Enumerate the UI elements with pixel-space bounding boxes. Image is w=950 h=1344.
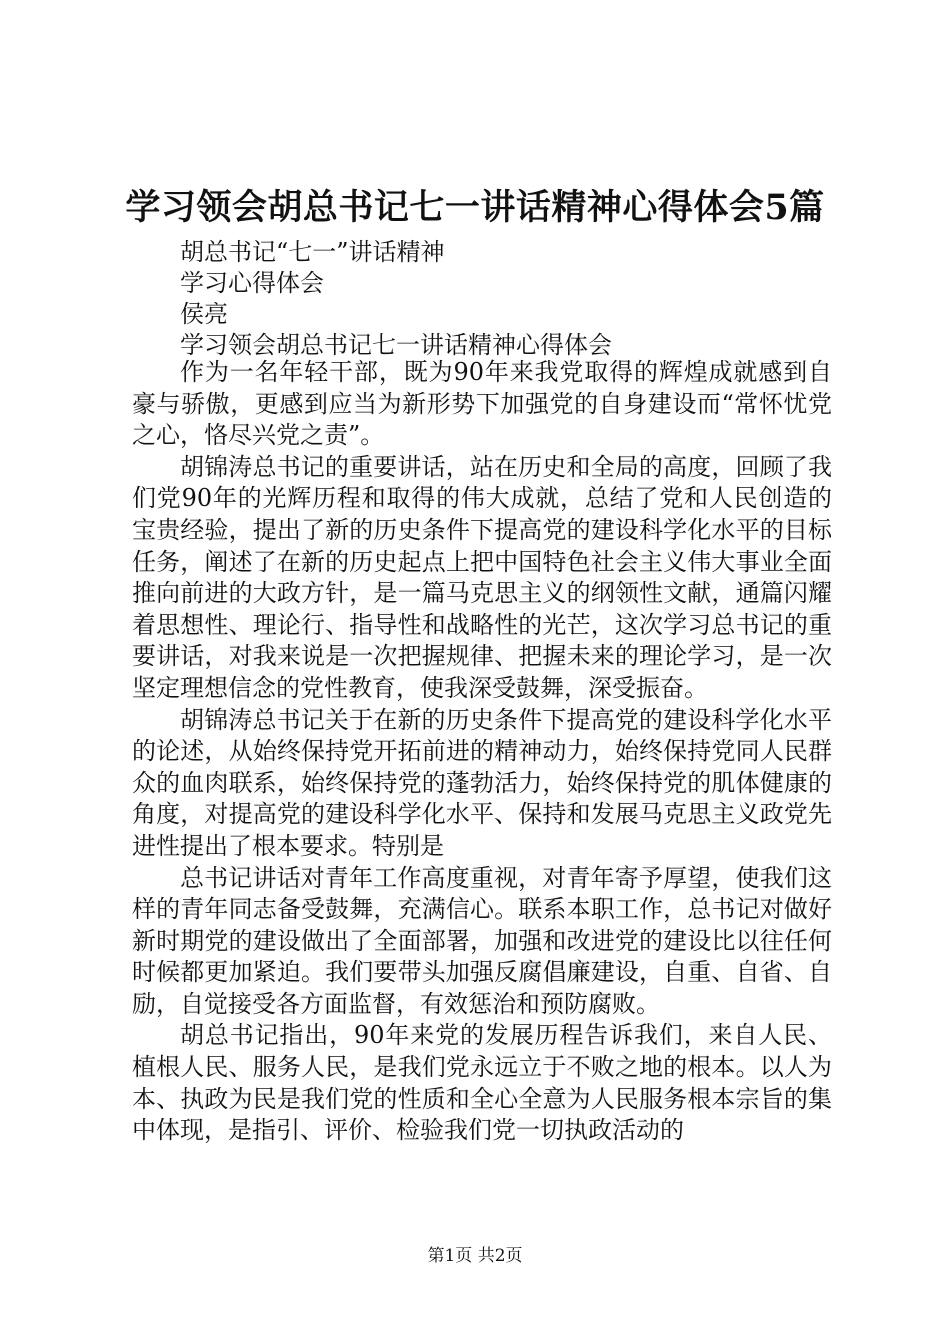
body-paragraph: 胡总书记指出，90年来党的发展历程告诉我们，来自人民、植根人民、服务人民，是我们党永远立于不败之地的根本。以人为本、执政为民是我们党的性质和全心全意为人民服务根本宗旨的集中体现，是指引、评价、检验我们党一切执政活动的 xyxy=(132,1021,832,1145)
body-paragraph: 总书记讲话对青年工作高度重视，对青年寄予厚望，使我们这样的青年同志备受鼓舞，充满信心。联系本职工作，总书记对做好新时期党的建设做出了全面部署，加强和改进党的建设比以往任何时候都更加紧迫。我们要带头加强反腐倡廉建设，自重、自省、自励，自觉接受各方面监督，有效惩治和预防腐败。 xyxy=(132,863,832,1018)
subtitle-line: 胡总书记“七一”讲话精神 xyxy=(180,238,445,266)
body-paragraph: 胡锦涛总书记的重要讲话，站在历史和全局的高度，回顾了我们党90年的光辉历程和取得的伟大成就，总结了党和人民创造的宝贵经验，提出了新的历史条件下提高党的建设科学化水平的目标任务，阐述了在新的历史起点上把中国特色社会主义伟大事业全面推向前进的大政方针，是一篇马克思主义的纲领性文献，通篇闪耀着思想性、理论行、指导性和战略性的光芒，这次学习总书记的重要讲话，对我来说是一次把握规律、把握未来的理论学习，是一次坚定理想信念的党性教育，使我深受鼓舞，深受振奋。 xyxy=(132,452,832,702)
body-paragraph: 作为一名年轻干部，既为90年来我党取得的辉煌成就感到自豪与骄傲，更感到应当为新形势下加强党的自身建设而“常怀忧党之心，恪尽兴党之责”。 xyxy=(132,358,832,450)
page-footer: 第1页 共2页 xyxy=(427,1246,523,1266)
body-paragraph: 胡锦涛总书记关于在新的历史条件下提高党的建设科学化水平的论述，从始终保持党开拓前进的精神动力，始终保持党同人民群众的血肉联系，始终保持党的蓬勃活力，始终保持党的肌体健康的角度，对提高党的建设科学化水平、保持和发展马克思主义政党先进性提出了根本要求。特别是 xyxy=(132,705,832,860)
document-title: 学习领会胡总书记七一讲话精神心得体会5篇 xyxy=(125,187,825,228)
author-name: 侯亮 xyxy=(180,300,228,328)
subtitle-line: 学习领会胡总书记七一讲话精神心得体会 xyxy=(180,331,612,359)
document-body xyxy=(132,357,832,1147)
subtitle-line: 学习心得体会 xyxy=(180,269,324,297)
